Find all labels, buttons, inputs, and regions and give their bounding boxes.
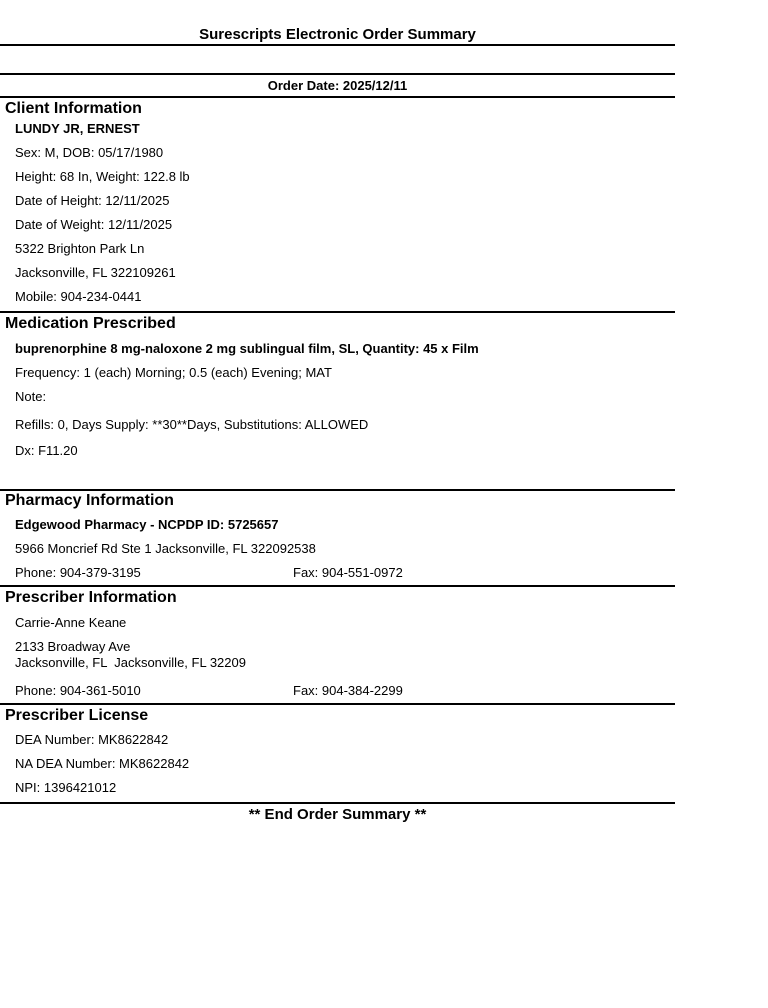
prescriber-information-heading: Prescriber Information [5, 589, 177, 606]
license-dea-number: DEA Number: MK8622842 [15, 731, 169, 747]
prescriber-fax: Fax: 904-384-2299 [293, 682, 403, 698]
client-date-of-height: Date of Height: 12/11/2025 [15, 193, 170, 208]
prescriber-address [15, 635, 675, 675]
divider [0, 703, 675, 705]
prescriber-license-body [0, 728, 675, 802]
section-prescriber-information [0, 589, 675, 703]
prescriber-license-heading: Prescriber License [5, 706, 149, 724]
client-name: LUNDY JR, ERNEST [15, 121, 140, 136]
client-information-heading: Client Information [5, 100, 142, 117]
medication-body [0, 337, 675, 489]
client-address-city: Jacksonville, FL 322109261 [15, 265, 176, 280]
prescriber-phone-fax-row [15, 679, 675, 703]
prescriber-phone: Phone: 904-361-5010 [15, 682, 141, 698]
empty-band [0, 46, 675, 73]
page-title: Surescripts Electronic Order Summary [199, 26, 476, 43]
medication-prescribed-heading: Medication Prescribed [5, 315, 176, 332]
medication-refills: Refills: 0, Days Supply: **30**Days, Substitutions: ALLOWED [15, 417, 369, 432]
end-order-summary: ** End Order Summary ** [248, 805, 427, 823]
medication-frequency: Frequency: 1 (each) Morning; 0.5 (each) Evening; MAT [15, 365, 332, 380]
divider [0, 96, 675, 98]
medication-dx: Dx: F11.20 [15, 443, 78, 458]
client-information-body [0, 117, 675, 311]
pharmacy-information-heading: Pharmacy Information [5, 492, 174, 509]
section-prescriber-license [0, 707, 675, 802]
pharmacy-phone: Phone: 904-379-3195 [15, 565, 141, 580]
section-medication-prescribed [0, 315, 675, 489]
divider [0, 585, 675, 587]
license-npi: NPI: 1396421012 [15, 779, 117, 795]
license-na-dea-number: NA DEA Number: MK8622842 [15, 755, 190, 771]
medication-drug: buprenorphine 8 mg-naloxone 2 mg sublingual film, SL, Quantity: 45 x Film [15, 341, 479, 356]
prescriber-address-line2: Jacksonville, FL Jacksonville, FL 32209 [15, 654, 246, 670]
pharmacy-phone-fax-row [15, 561, 675, 585]
section-client-information [0, 100, 675, 311]
pharmacy-address: 5966 Moncrief Rd Ste 1 Jacksonville, FL 322092538 [15, 541, 316, 556]
prescriber-address-line1: 2133 Broadway Ave [15, 639, 131, 654]
medication-note: Note: [15, 389, 47, 404]
prescriber-body [0, 611, 675, 703]
pharmacy-body [0, 513, 675, 585]
section-pharmacy-information [0, 492, 675, 585]
prescriber-name: Carrie-Anne Keane [15, 615, 127, 630]
divider [0, 311, 675, 313]
order-date: Order Date: 2025/12/11 [267, 78, 408, 93]
pharmacy-fax: Fax: 904-551-0972 [293, 565, 403, 580]
client-address-street: 5322 Brighton Park Ln [15, 241, 145, 256]
client-mobile: Mobile: 904-234-0441 [15, 289, 142, 304]
divider [0, 489, 675, 491]
client-sex-dob: Sex: M, DOB: 05/17/1980 [15, 145, 164, 160]
pharmacy-name: Edgewood Pharmacy - NCPDP ID: 5725657 [15, 517, 279, 532]
client-date-of-weight: Date of Weight: 12/11/2025 [15, 217, 173, 232]
client-height-weight: Height: 68 In, Weight: 122.8 lb [15, 169, 190, 184]
divider [0, 802, 675, 804]
